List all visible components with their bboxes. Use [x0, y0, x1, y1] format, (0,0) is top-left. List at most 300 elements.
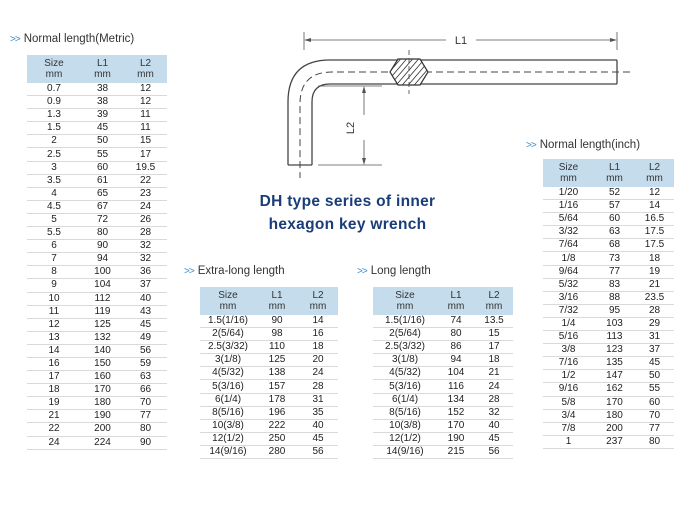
l2-arrow-top: [362, 86, 366, 93]
table-row: [373, 328, 513, 341]
table-cell: 18: [475, 354, 513, 367]
product-title: [225, 190, 470, 236]
table-cell: 5/64: [543, 213, 594, 226]
table-cell: 19.5: [124, 161, 167, 174]
table-row: [27, 397, 167, 410]
column-header: [81, 55, 124, 83]
table-cell: 125: [256, 354, 298, 367]
column-header-label: L1: [608, 162, 621, 173]
table-cell: 5/16: [543, 331, 594, 344]
table-header-row: [543, 159, 674, 187]
table-cell: 45: [124, 318, 167, 331]
table-cell: 200: [81, 423, 124, 436]
long-title-text: Long length: [370, 265, 431, 277]
table-cell: 9/64: [543, 265, 594, 278]
table-row: [27, 318, 167, 331]
table-row: [27, 161, 167, 174]
table-row: [543, 226, 674, 239]
column-header-unit: mm: [137, 69, 154, 80]
table-cell: 21: [475, 367, 513, 380]
table-cell: 70: [124, 397, 167, 410]
table-cell: 104: [81, 279, 124, 292]
table-cell: 35: [298, 406, 338, 419]
table-row: [27, 344, 167, 357]
table-cell: 7/64: [543, 239, 594, 252]
table-row: [27, 357, 167, 370]
table-cell: 8(5/16): [200, 406, 256, 419]
table-cell: 104: [437, 367, 475, 380]
l1-arrow-right: [610, 38, 617, 42]
table-row: [27, 410, 167, 423]
column-header-label: L1: [96, 58, 109, 69]
table-cell: 157: [256, 380, 298, 393]
column-header: [437, 287, 475, 315]
table-row: [543, 331, 674, 344]
table-cell: 80: [437, 328, 475, 341]
table-cell: 16.5: [635, 213, 674, 226]
table-cell: 5.5: [27, 227, 81, 240]
table-cell: 2.5(3/32): [373, 341, 437, 354]
table-cell: 3.5: [27, 174, 81, 187]
table-cell: 6(1/4): [200, 393, 256, 406]
table-cell: 80: [635, 435, 674, 448]
table-cell: 3: [27, 161, 81, 174]
table-row: [543, 200, 674, 213]
column-header-unit: mm: [485, 301, 503, 312]
table-cell: 132: [81, 331, 124, 344]
table-cell: 125: [81, 318, 124, 331]
table-cell: 23.5: [635, 291, 674, 304]
table-row: [200, 445, 338, 458]
table-row: [373, 406, 513, 419]
table-cell: 180: [81, 397, 124, 410]
table-cell: 8: [27, 266, 81, 279]
table-cell: 3(1/8): [200, 354, 256, 367]
table-row: [543, 278, 674, 291]
table-cell: 116: [437, 380, 475, 393]
table-cell: 14: [27, 344, 81, 357]
table-cell: 4(5/32): [200, 367, 256, 380]
table-row: [373, 367, 513, 380]
table-row: [27, 109, 167, 122]
table-cell: 88: [594, 291, 635, 304]
table-cell: 20: [298, 354, 338, 367]
table-cell: 24: [27, 436, 81, 449]
table-cell: 3/4: [543, 409, 594, 422]
table-cell: 2(5/64): [373, 328, 437, 341]
table-cell: 17: [27, 371, 81, 384]
long-table: [373, 287, 513, 459]
table-cell: 280: [256, 445, 298, 458]
table-cell: 1/20: [543, 187, 594, 200]
table-cell: 26: [124, 213, 167, 226]
table-cell: 57: [594, 200, 635, 213]
column-header-unit: mm: [45, 69, 63, 80]
table-row: [543, 304, 674, 317]
table-cell: 170: [81, 384, 124, 397]
table-cell: 222: [256, 419, 298, 432]
l2-arrow-bottom: [362, 158, 366, 165]
column-header: [373, 287, 437, 315]
table-row: [27, 213, 167, 226]
table-cell: 28: [124, 227, 167, 240]
column-header: [200, 287, 256, 315]
table-cell: 224: [81, 436, 124, 449]
table-cell: 1/4: [543, 317, 594, 330]
table-cell: 28: [298, 380, 338, 393]
table-cell: 190: [81, 410, 124, 423]
column-header: [27, 55, 81, 83]
table-cell: 170: [437, 419, 475, 432]
table-cell: 37: [635, 344, 674, 357]
table-cell: 0.9: [27, 96, 81, 109]
table-cell: 56: [475, 445, 513, 458]
table-row: [200, 380, 338, 393]
table-header-row: [27, 55, 167, 83]
table-cell: 70: [635, 409, 674, 422]
table-row: [373, 432, 513, 445]
table-row: [27, 423, 167, 436]
table-cell: 7: [27, 253, 81, 266]
table-cell: 4(5/32): [373, 367, 437, 380]
table-row: [27, 135, 167, 148]
table-cell: 10(3/8): [200, 419, 256, 432]
table-cell: 66: [124, 384, 167, 397]
table-row: [373, 419, 513, 432]
table-cell: 83: [594, 278, 635, 291]
table-row: [543, 265, 674, 278]
table-cell: 52: [594, 187, 635, 200]
table-row: [543, 370, 674, 383]
table-cell: 5/32: [543, 278, 594, 291]
table-header-row: [373, 287, 513, 315]
table-row: [27, 305, 167, 318]
table-cell: 15: [475, 328, 513, 341]
table-cell: 12(1/2): [373, 432, 437, 445]
table-cell: 160: [81, 371, 124, 384]
table-cell: 55: [81, 148, 124, 161]
table-cell: 1.3: [27, 109, 81, 122]
column-header: [543, 159, 594, 187]
metric-table: [27, 55, 167, 450]
column-header-unit: mm: [268, 301, 286, 312]
l1-label: L1: [454, 35, 468, 47]
table-cell: 10(3/8): [373, 419, 437, 432]
table-cell: 11: [124, 109, 167, 122]
product-title-line2: hexagon key wrench: [268, 216, 427, 233]
table-cell: 45: [635, 357, 674, 370]
table-cell: 77: [635, 422, 674, 435]
column-header-unit: mm: [560, 173, 577, 184]
table-cell: 7/8: [543, 422, 594, 435]
table-row: [373, 354, 513, 367]
table-row: [200, 419, 338, 432]
table-cell: 18: [27, 384, 81, 397]
table-row: [543, 239, 674, 252]
table-cell: 140: [81, 344, 124, 357]
table-cell: 13: [27, 331, 81, 344]
table-cell: 31: [298, 393, 338, 406]
extra-long-title-text: Extra-long length: [197, 265, 285, 277]
column-header-label: L2: [488, 290, 500, 301]
table-cell: 32: [124, 253, 167, 266]
table-cell: 1/8: [543, 252, 594, 265]
table-row: [27, 187, 167, 200]
wrench-inner-edge: [312, 84, 617, 165]
table-cell: 95: [594, 304, 635, 317]
long-section-title: [357, 265, 431, 277]
table-cell: 12: [635, 187, 674, 200]
table-cell: 178: [256, 393, 298, 406]
table-cell: 196: [256, 406, 298, 419]
column-header-unit: mm: [219, 301, 237, 312]
table-cell: 40: [124, 292, 167, 305]
table-cell: 80: [81, 227, 124, 240]
table-cell: 14(9/16): [200, 445, 256, 458]
table-cell: 29: [635, 317, 674, 330]
table-cell: 21: [635, 278, 674, 291]
table-cell: 9: [27, 279, 81, 292]
table-cell: 190: [437, 432, 475, 445]
column-header-label: Size: [44, 58, 64, 69]
table-row: [27, 436, 167, 449]
table-cell: 237: [594, 435, 635, 448]
table-cell: 72: [81, 213, 124, 226]
table-cell: 170: [594, 396, 635, 409]
table-cell: 119: [81, 305, 124, 318]
column-header-unit: mm: [646, 173, 663, 184]
chevron-right-icon: >>: [357, 266, 367, 277]
table-row: [373, 393, 513, 406]
table-cell: 17.5: [635, 226, 674, 239]
table-header-row: [200, 287, 338, 315]
column-header: [256, 287, 298, 315]
table-row: [200, 432, 338, 445]
column-header-unit: mm: [94, 69, 111, 80]
table-cell: 13.5: [475, 315, 513, 328]
table-cell: 24: [475, 380, 513, 393]
column-header: [475, 287, 513, 315]
table-row: [27, 122, 167, 135]
table-cell: 16: [27, 357, 81, 370]
table-row: [27, 384, 167, 397]
table-cell: 12: [124, 83, 167, 96]
table-cell: 50: [635, 370, 674, 383]
table-cell: 5(3/16): [200, 380, 256, 393]
table-row: [543, 396, 674, 409]
table-cell: 77: [124, 410, 167, 423]
table-cell: 4: [27, 187, 81, 200]
inch-table: [543, 159, 674, 449]
table-row: [27, 200, 167, 213]
table-cell: 28: [475, 393, 513, 406]
table-row: [27, 174, 167, 187]
table-cell: 1: [543, 435, 594, 448]
table-row: [543, 213, 674, 226]
table-cell: 80: [124, 423, 167, 436]
table-cell: 3/16: [543, 291, 594, 304]
inch-section-title: [526, 139, 640, 151]
table-cell: 200: [594, 422, 635, 435]
table-cell: 22: [124, 174, 167, 187]
table-cell: 12: [124, 96, 167, 109]
table-row: [373, 315, 513, 328]
table-row: [27, 279, 167, 292]
table-cell: 50: [81, 135, 124, 148]
table-cell: 63: [594, 226, 635, 239]
table-row: [27, 148, 167, 161]
table-cell: 15: [124, 135, 167, 148]
table-cell: 49: [124, 331, 167, 344]
table-cell: 12(1/2): [200, 432, 256, 445]
table-cell: 1.5(1/16): [200, 315, 256, 328]
table-cell: 40: [475, 419, 513, 432]
table-cell: 138: [256, 367, 298, 380]
table-row: [543, 291, 674, 304]
extra-long-section-title: [184, 265, 285, 277]
column-header-label: Size: [395, 290, 415, 301]
column-header-label: L2: [648, 162, 661, 173]
table-row: [373, 380, 513, 393]
table-cell: 43: [124, 305, 167, 318]
table-cell: 152: [437, 406, 475, 419]
table-cell: 60: [594, 213, 635, 226]
l2-label: L2: [345, 121, 357, 135]
l1-arrow-left: [304, 38, 311, 42]
table-cell: 74: [437, 315, 475, 328]
table-cell: 36: [124, 266, 167, 279]
table-cell: 6(1/4): [373, 393, 437, 406]
table-cell: 61: [81, 174, 124, 187]
table-cell: 19: [27, 397, 81, 410]
table-cell: 7/16: [543, 357, 594, 370]
table-cell: 59: [124, 357, 167, 370]
table-cell: 1.5(1/16): [373, 315, 437, 328]
table-row: [373, 445, 513, 458]
table-row: [543, 422, 674, 435]
table-cell: 86: [437, 341, 475, 354]
table-cell: 2(5/64): [200, 328, 256, 341]
table-cell: 2.5: [27, 148, 81, 161]
table-cell: 180: [594, 409, 635, 422]
table-cell: 5: [27, 213, 81, 226]
table-cell: 28: [635, 304, 674, 317]
table-cell: 1.5: [27, 122, 81, 135]
table-cell: 1/2: [543, 370, 594, 383]
table-cell: 3/32: [543, 226, 594, 239]
table-cell: 11: [124, 122, 167, 135]
table-cell: 2: [27, 135, 81, 148]
column-header-label: L1: [450, 290, 462, 301]
table-cell: 17: [124, 148, 167, 161]
table-cell: 38: [81, 96, 124, 109]
table-cell: 18: [298, 341, 338, 354]
table-cell: 11: [27, 305, 81, 318]
table-cell: 112: [81, 292, 124, 305]
table-cell: 14: [635, 200, 674, 213]
column-header-label: Size: [558, 162, 579, 173]
column-header: [298, 287, 338, 315]
table-row: [543, 317, 674, 330]
table-row: [543, 435, 674, 448]
table-cell: 4.5: [27, 200, 81, 213]
table-cell: 45: [475, 432, 513, 445]
table-cell: 22: [27, 423, 81, 436]
table-cell: 8(5/16): [373, 406, 437, 419]
chevron-right-icon: >>: [184, 266, 194, 277]
table-cell: 1/16: [543, 200, 594, 213]
table-row: [543, 187, 674, 200]
table-cell: 9/16: [543, 383, 594, 396]
table-cell: 63: [124, 371, 167, 384]
table-cell: 5(3/16): [373, 380, 437, 393]
table-row: [27, 96, 167, 109]
table-cell: 3/8: [543, 344, 594, 357]
table-cell: 98: [256, 328, 298, 341]
table-cell: 113: [594, 331, 635, 344]
column-header-unit: mm: [447, 301, 465, 312]
table-cell: 14(9/16): [373, 445, 437, 458]
table-cell: 16: [298, 328, 338, 341]
table-cell: 90: [81, 240, 124, 253]
table-cell: 21: [27, 410, 81, 423]
table-row: [543, 357, 674, 370]
table-cell: 56: [124, 344, 167, 357]
column-header-unit: mm: [309, 301, 327, 312]
table-cell: 6: [27, 240, 81, 253]
table-cell: 24: [298, 367, 338, 380]
table-cell: 134: [437, 393, 475, 406]
table-cell: 68: [594, 239, 635, 252]
table-cell: 32: [124, 240, 167, 253]
table-row: [27, 292, 167, 305]
column-header-unit: mm: [396, 301, 414, 312]
table-row: [200, 354, 338, 367]
table-cell: 55: [635, 383, 674, 396]
table-row: [373, 341, 513, 354]
table-cell: 39: [81, 109, 124, 122]
table-row: [27, 371, 167, 384]
table-cell: 135: [594, 357, 635, 370]
table-cell: 2.5(3/32): [200, 341, 256, 354]
table-cell: 77: [594, 265, 635, 278]
column-header-label: L2: [312, 290, 324, 301]
table-cell: 10: [27, 292, 81, 305]
table-cell: 90: [256, 315, 298, 328]
chevron-right-icon: >>: [526, 140, 536, 151]
table-cell: 100: [81, 266, 124, 279]
table-cell: 90: [124, 436, 167, 449]
table-cell: 250: [256, 432, 298, 445]
column-header: [594, 159, 635, 187]
table-row: [200, 315, 338, 328]
table-cell: 65: [81, 187, 124, 200]
table-cell: 17.5: [635, 239, 674, 252]
table-cell: 45: [81, 122, 124, 135]
table-row: [543, 409, 674, 422]
table-row: [27, 253, 167, 266]
table-cell: 19: [635, 265, 674, 278]
table-cell: 147: [594, 370, 635, 383]
column-header-label: L1: [271, 290, 283, 301]
table-row: [543, 383, 674, 396]
table-cell: 94: [81, 253, 124, 266]
table-cell: 40: [298, 419, 338, 432]
table-cell: 94: [437, 354, 475, 367]
table-row: [200, 393, 338, 406]
table-cell: 162: [594, 383, 635, 396]
table-row: [200, 341, 338, 354]
